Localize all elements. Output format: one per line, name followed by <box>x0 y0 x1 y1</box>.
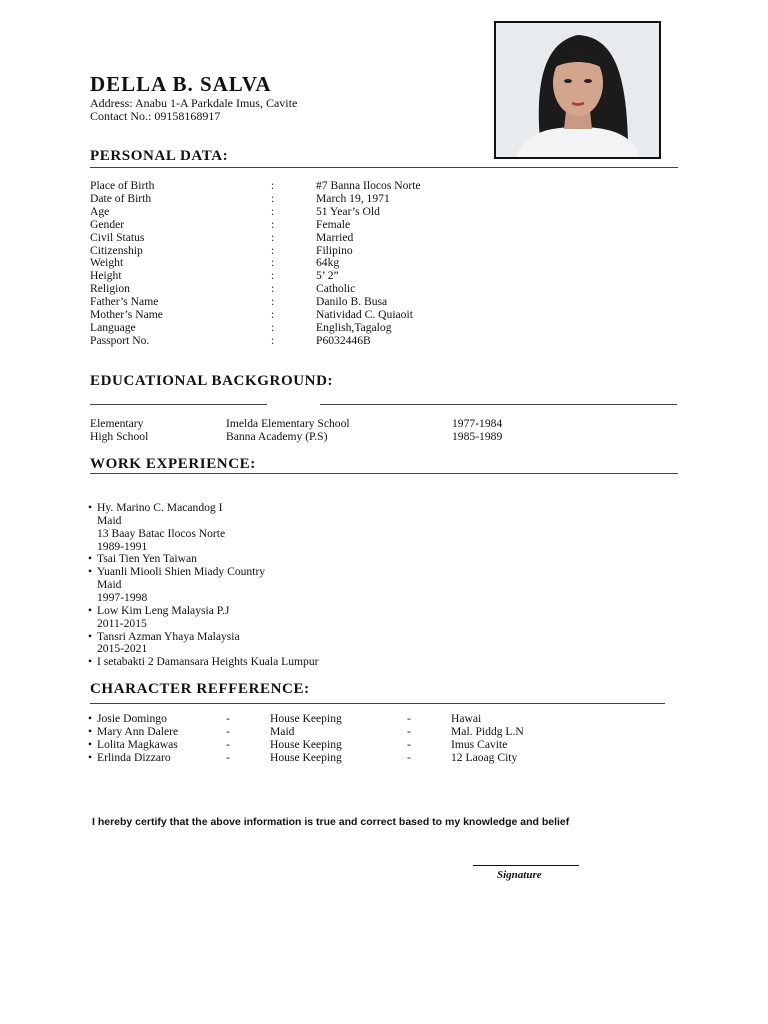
personal-field-value: Female <box>316 217 351 231</box>
work-line: Maid <box>97 513 122 527</box>
reference-dash: - <box>226 712 230 725</box>
personal-field-value: #7 Banna Ilocos Norte <box>316 179 421 192</box>
signature-label: Signature <box>497 869 542 881</box>
personal-field-label: Language <box>90 320 136 334</box>
personal-field-colon: : <box>271 191 275 205</box>
personal-field-value: English,Tagalog <box>316 320 392 334</box>
education-years: 1985-1989 <box>452 430 503 443</box>
work-bullet: • <box>88 552 93 566</box>
education-level: High School <box>90 430 149 443</box>
reference-rule <box>90 703 665 704</box>
work-bullet: • <box>88 565 93 579</box>
work-line: I setabakti 2 Damansara Heights Kuala Lumpur <box>97 655 319 669</box>
personal-data-rule <box>90 167 678 168</box>
personal-field-label: Gender <box>90 217 125 231</box>
work-bullet: • <box>88 603 93 617</box>
personal-field-colon: : <box>271 320 275 334</box>
personal-field-label: Civil Status <box>90 230 145 244</box>
reference-heading: CHARACTER REFFERENCE: <box>90 681 310 697</box>
work-line: 2015-2021 <box>97 642 148 656</box>
reference-bullet: • <box>88 712 93 725</box>
reference-place: Mal. Piddg L.N <box>451 725 524 738</box>
contact-line: Contact No.: 09158168917 <box>90 109 221 123</box>
personal-field-colon: : <box>271 179 275 192</box>
reference-dash: - <box>226 725 230 738</box>
reference-bullet: • <box>88 725 93 738</box>
personal-field-colon: : <box>271 217 275 231</box>
applicant-name: DELLA B. SALVA <box>90 72 272 96</box>
reference-bullet: • <box>88 738 93 751</box>
personal-field-colon: : <box>271 295 275 309</box>
portrait-illustration <box>496 23 659 157</box>
applicant-photo <box>494 21 661 159</box>
personal-field-colon: : <box>271 269 275 283</box>
personal-field-label: Date of Birth <box>90 191 152 205</box>
reference-dash: - <box>407 751 411 764</box>
personal-field-colon: : <box>271 333 275 347</box>
personal-field-value: Danilo B. Busa <box>316 295 388 309</box>
reference-dash: - <box>407 738 411 751</box>
certification-text: I hereby certify that the above information is true and correct based to my knowledge and belief <box>92 816 570 828</box>
work-bullet: • <box>88 629 93 643</box>
work-line: Tsai Tien Yen Taiwan <box>97 552 197 566</box>
reference-dash: - <box>407 712 411 725</box>
personal-field-label: Citizenship <box>90 243 143 257</box>
work-line: Yuanli Miooli Shien Miady Country <box>97 565 266 579</box>
work-line: 1989-1991 <box>97 539 148 553</box>
education-rule-right <box>320 404 677 405</box>
reference-dash: - <box>407 725 411 738</box>
work-line: Hy. Marino C. Macandog I <box>97 501 223 514</box>
personal-field-value: 5’ 2” <box>316 269 339 283</box>
reference-place: 12 Laoag City <box>451 751 518 764</box>
reference-name: Lolita Magkawas <box>97 738 178 751</box>
address-line: Address: Anabu 1-A Parkdale Imus, Cavite <box>90 96 298 110</box>
personal-field-label: Religion <box>90 282 130 296</box>
personal-field-value: Filipino <box>316 243 353 257</box>
reference-place: Hawai <box>451 712 482 725</box>
reference-occupation: House Keeping <box>270 751 342 764</box>
work-bullet: • <box>88 655 93 669</box>
work-rule <box>90 473 678 474</box>
personal-field-value: Natividad C. Quiaoit <box>316 308 413 321</box>
reference-dash: - <box>226 751 230 764</box>
education-heading: EDUCATIONAL BACKGROUND: <box>90 373 334 389</box>
education-years: 1977-1984 <box>452 417 503 430</box>
work-line: 2011-2015 <box>97 616 147 630</box>
personal-field-value: P6032446B <box>316 333 371 347</box>
reference-occupation: Maid <box>270 725 295 738</box>
reference-name: Mary Ann Dalere <box>97 725 179 738</box>
reference-bullet: • <box>88 751 93 764</box>
education-school: Imelda Elementary School <box>226 417 350 430</box>
personal-field-value: 64kg <box>316 256 340 270</box>
personal-field-value: Catholic <box>316 282 356 296</box>
work-line: Tansri Azman Yhaya Malaysia <box>97 629 240 643</box>
reference-occupation: House Keeping <box>270 738 342 751</box>
personal-field-label: Weight <box>90 256 124 270</box>
signature-line <box>473 865 579 866</box>
reference-place: Imus Cavite <box>451 738 508 751</box>
personal-field-colon: : <box>271 204 275 218</box>
work-heading: WORK EXPERIENCE: <box>90 456 256 472</box>
personal-field-colon: : <box>271 282 275 296</box>
education-level: Elementary <box>90 417 144 430</box>
personal-data-heading: PERSONAL DATA: <box>90 148 229 164</box>
personal-field-label: Place of Birth <box>90 179 155 192</box>
education-rule-left <box>90 404 267 405</box>
personal-field-label: Age <box>90 204 110 218</box>
education-school: Banna Academy (P.S) <box>226 430 328 443</box>
personal-field-colon: : <box>271 308 275 321</box>
personal-field-label: Mother’s Name <box>90 308 163 321</box>
personal-field-colon: : <box>271 256 275 270</box>
personal-field-label: Father’s Name <box>90 295 159 309</box>
personal-field-label: Height <box>90 269 122 283</box>
work-line: Low Kim Leng Malaysia P.J <box>97 603 230 617</box>
personal-field-label: Passport No. <box>90 333 150 347</box>
reference-occupation: House Keeping <box>270 712 342 725</box>
work-line: Maid <box>97 578 122 592</box>
work-line: 13 Baay Batac Ilocos Norte <box>97 526 226 540</box>
reference-name: Josie Domingo <box>97 712 167 725</box>
personal-field-colon: : <box>271 230 275 244</box>
reference-dash: - <box>226 738 230 751</box>
work-line: 1997-1998 <box>97 590 148 604</box>
personal-field-value: 51 Year’s Old <box>316 204 380 218</box>
personal-field-colon: : <box>271 243 275 257</box>
personal-field-value: Married <box>316 230 354 244</box>
reference-name: Erlinda Dizzaro <box>97 751 171 764</box>
personal-field-value: March 19, 1971 <box>316 191 390 205</box>
work-bullet: • <box>88 501 93 514</box>
